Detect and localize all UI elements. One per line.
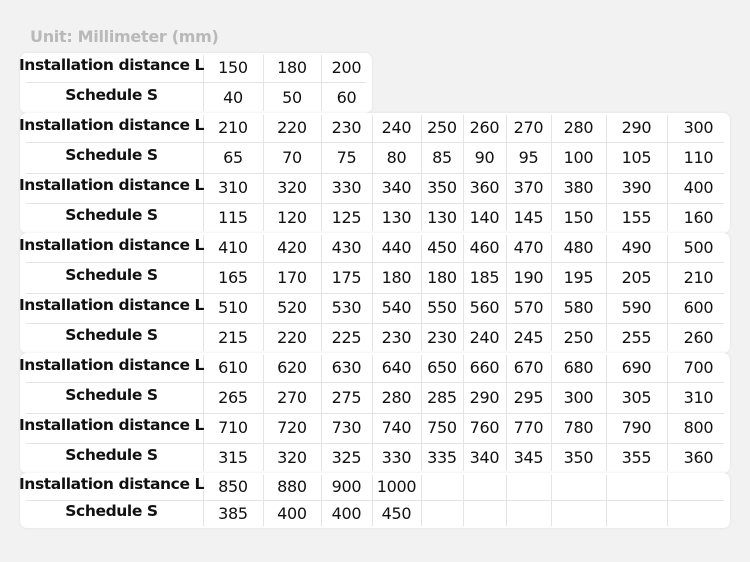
distance-value: 500: [683, 237, 714, 257]
row-divider: [26, 443, 724, 444]
distance-value: 550: [427, 298, 457, 317]
row-divider: [26, 323, 724, 324]
row-divider: [26, 82, 366, 83]
row-divider: [26, 293, 724, 294]
schedule-value: 90: [474, 147, 495, 167]
distance-value: 370: [513, 178, 544, 197]
row-label-distance: Installation distance L: [18, 235, 205, 254]
schedule-value: 290: [469, 387, 500, 407]
distance-value: 240: [381, 117, 412, 137]
distance-value: 340: [381, 178, 412, 197]
distance-value: 540: [381, 298, 412, 317]
schedule-value: 350: [563, 448, 594, 467]
distance-value: 640: [381, 357, 412, 377]
schedule-value: 270: [277, 387, 307, 407]
schedule-value: 115: [218, 208, 248, 227]
distance-value: 290: [621, 117, 652, 137]
distance-value: 210: [218, 117, 248, 137]
schedule-value: 60: [336, 87, 357, 107]
distance-value: 400: [683, 178, 714, 197]
schedule-value: 180: [381, 267, 412, 287]
distance-value: 390: [621, 178, 652, 197]
schedule-value: 245: [513, 328, 544, 347]
distance-value: 410: [218, 237, 248, 257]
row-label-schedule: Schedule S: [65, 446, 158, 464]
row-divider: [26, 142, 724, 143]
distance-value: 330: [331, 178, 362, 197]
schedule-value: 400: [331, 504, 362, 523]
schedule-value: 265: [218, 387, 248, 407]
schedule-value: 175: [331, 267, 362, 287]
schedule-value: 145: [513, 208, 544, 227]
distance-value: 760: [469, 418, 500, 437]
distance-value: 690: [621, 357, 652, 377]
schedule-value: 385: [218, 504, 248, 523]
schedule-value: 230: [427, 328, 457, 347]
schedule-value: 225: [331, 328, 362, 347]
schedule-value: 255: [621, 328, 652, 347]
schedule-value: 250: [563, 328, 594, 347]
row-label-schedule: Schedule S: [65, 85, 158, 104]
schedule-value: 170: [277, 267, 307, 287]
row-divider: [26, 203, 724, 204]
distance-value: 1000: [376, 476, 417, 496]
schedule-value: 130: [381, 208, 412, 227]
schedule-value: 130: [427, 208, 457, 227]
schedule-value: 280: [381, 387, 412, 407]
schedule-value: 80: [386, 147, 407, 167]
distance-value: 220: [277, 117, 307, 137]
distance-value: 600: [683, 298, 714, 317]
distance-value: 530: [331, 298, 362, 317]
distance-value: 320: [277, 178, 307, 197]
schedule-value: 100: [563, 147, 594, 167]
schedule-value: 70: [282, 147, 302, 167]
row-label-distance: Installation distance L: [18, 296, 205, 314]
schedule-value: 300: [563, 387, 594, 407]
distance-value: 420: [277, 237, 307, 257]
schedule-value: 320: [277, 448, 307, 467]
row-label-schedule: Schedule S: [65, 265, 158, 284]
schedule-value: 165: [218, 267, 248, 287]
schedule-value: 400: [277, 504, 307, 523]
schedule-value: 185: [469, 267, 500, 287]
distance-value: 850: [218, 476, 248, 496]
distance-value: 450: [427, 237, 457, 257]
distance-value: 650: [427, 357, 457, 377]
schedule-value: 345: [513, 448, 544, 467]
distance-value: 510: [218, 298, 248, 317]
distance-value: 620: [277, 357, 307, 377]
distance-value: 730: [331, 418, 362, 437]
schedule-value: 325: [331, 448, 362, 467]
distance-value: 630: [331, 357, 362, 377]
distance-value: 430: [331, 237, 362, 257]
distance-value: 560: [469, 298, 500, 317]
distance-value: 460: [469, 237, 500, 257]
distance-value: 680: [563, 357, 594, 377]
distance-value: 310: [218, 178, 248, 197]
row-label-distance: Installation distance L: [18, 55, 205, 74]
schedule-value: 125: [331, 208, 362, 227]
row-label-distance: Installation distance L: [18, 355, 205, 374]
schedule-value: 205: [621, 267, 652, 287]
schedule-value: 75: [336, 147, 357, 167]
distance-value: 360: [469, 178, 500, 197]
schedule-value: 150: [563, 208, 594, 227]
schedule-value: 50: [282, 87, 302, 107]
distance-value: 580: [563, 298, 594, 317]
schedule-value: 160: [683, 208, 714, 227]
row-label-distance: Installation distance L: [18, 176, 205, 194]
distance-value: 300: [683, 117, 714, 137]
schedule-value: 140: [469, 208, 500, 227]
schedule-value: 40: [223, 87, 243, 107]
row-label-schedule: Schedule S: [65, 145, 158, 164]
row-label-distance: Installation distance L: [18, 474, 205, 493]
schedule-value: 315: [218, 448, 248, 467]
distance-value: 480: [563, 237, 594, 257]
schedule-value: 180: [427, 267, 457, 287]
distance-value: 790: [621, 418, 652, 437]
distance-value: 380: [563, 178, 594, 197]
schedule-value: 295: [513, 387, 544, 407]
schedule-value: 260: [683, 328, 714, 347]
distance-value: 570: [513, 298, 544, 317]
schedule-value: 220: [277, 328, 307, 347]
schedule-value: 240: [469, 328, 500, 347]
distance-value: 230: [331, 117, 362, 137]
distance-value: 180: [277, 57, 307, 77]
distance-value: 200: [331, 57, 362, 77]
row-label-distance: Installation distance L: [18, 115, 205, 134]
distance-value: 270: [513, 117, 544, 137]
distance-value: 440: [381, 237, 412, 257]
schedule-value: 120: [277, 208, 307, 227]
schedule-value: 210: [683, 267, 714, 287]
distance-value: 670: [513, 357, 544, 377]
row-label-schedule: Schedule S: [65, 206, 158, 224]
distance-value: 350: [427, 178, 457, 197]
distance-value: 250: [427, 117, 457, 137]
row-label-distance: Installation distance L: [18, 416, 205, 434]
distance-value: 150: [218, 57, 248, 77]
distance-value: 260: [469, 117, 500, 137]
row-divider: [26, 500, 724, 501]
distance-value: 720: [277, 418, 307, 437]
schedule-value: 450: [381, 504, 412, 523]
distance-value: 660: [469, 357, 500, 377]
schedule-value: 275: [331, 387, 362, 407]
schedule-value: 360: [683, 448, 714, 467]
row-divider: [26, 262, 724, 263]
schedule-value: 190: [513, 267, 544, 287]
distance-value: 490: [621, 237, 652, 257]
distance-value: 610: [218, 357, 248, 377]
schedule-value: 215: [218, 328, 248, 347]
distance-value: 470: [513, 237, 544, 257]
schedule-value: 85: [432, 147, 452, 167]
schedule-value: 335: [427, 448, 457, 467]
distance-value: 280: [563, 117, 594, 137]
row-divider: [26, 413, 724, 414]
schedule-value: 65: [223, 147, 243, 167]
schedule-value: 95: [518, 147, 539, 167]
distance-value: 900: [331, 476, 362, 496]
schedule-value: 355: [621, 448, 652, 467]
distance-value: 520: [277, 298, 307, 317]
row-divider: [26, 382, 724, 383]
distance-value: 710: [218, 418, 248, 437]
schedule-value: 305: [621, 387, 652, 407]
row-label-schedule: Schedule S: [65, 326, 158, 344]
schedule-value: 110: [683, 147, 714, 167]
distance-value: 780: [563, 418, 594, 437]
schedule-value: 195: [563, 267, 594, 287]
distance-value: 880: [277, 476, 307, 496]
schedule-value: 230: [381, 328, 412, 347]
row-label-schedule: Schedule S: [65, 502, 158, 520]
schedule-value: 105: [621, 147, 652, 167]
unit-label: Unit: Millimeter (mm): [30, 27, 219, 46]
row-label-schedule: Schedule S: [65, 385, 158, 404]
distance-value: 740: [381, 418, 412, 437]
row-divider: [26, 173, 724, 174]
schedule-value: 330: [381, 448, 412, 467]
distance-value: 750: [427, 418, 457, 437]
distance-value: 770: [513, 418, 544, 437]
schedule-value: 155: [621, 208, 652, 227]
distance-value: 700: [683, 357, 714, 377]
schedule-value: 340: [469, 448, 500, 467]
schedule-value: 310: [683, 387, 714, 407]
distance-value: 590: [621, 298, 652, 317]
schedule-value: 285: [427, 387, 457, 407]
distance-value: 800: [683, 418, 714, 437]
